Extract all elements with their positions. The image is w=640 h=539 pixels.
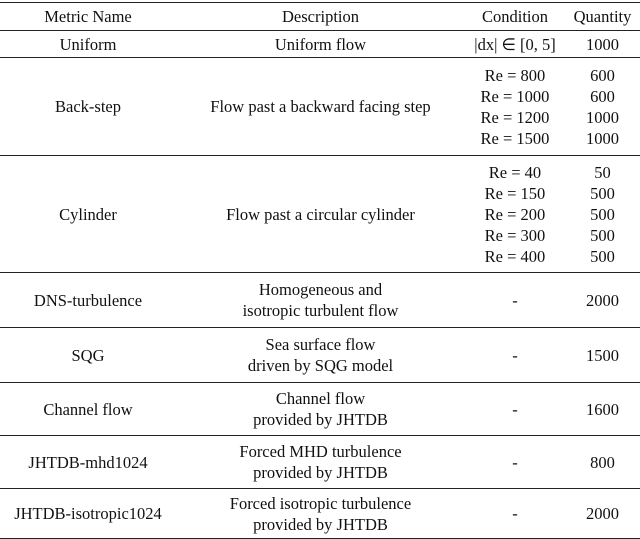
table-row xyxy=(0,31,640,58)
description-cell xyxy=(176,489,465,539)
condition-cell-line: Re = 300 xyxy=(484,225,546,245)
description-cell-line: Uniform flow xyxy=(274,34,367,54)
description-cell-line: Sea surface flow xyxy=(265,335,376,354)
description-cell xyxy=(176,156,465,273)
description-cell-line: Forced MHD turbulence xyxy=(239,442,402,461)
description-cell-line: Flow past a circular cylinder xyxy=(226,204,415,224)
condition-cell-line: Re = 200 xyxy=(484,204,546,224)
quantity-cell-line: 1500 xyxy=(586,345,619,365)
description-cell-line: Homogeneous and xyxy=(258,280,383,299)
condition-cell-line: Re = 1200 xyxy=(480,107,550,127)
quantity-cell xyxy=(565,273,640,328)
description-cell-line: provided by JHTDB xyxy=(253,463,388,482)
quantity-cell-line: 500 xyxy=(590,225,615,245)
condition-cell xyxy=(465,156,565,273)
condition-cell xyxy=(465,58,565,156)
quantity-cell-line: 1600 xyxy=(586,399,619,419)
condition-cell-line: Re = 400 xyxy=(484,246,546,266)
metric-name-cell: DNS-turbulence xyxy=(0,273,176,328)
metric-name-cell: Channel flow xyxy=(0,383,176,436)
quantity-cell-line: 500 xyxy=(590,204,615,224)
description-cell xyxy=(176,31,465,58)
table-body xyxy=(0,31,640,539)
metric-name-cell: Back-step xyxy=(0,58,176,156)
description-cell-line: Forced isotropic turbulence xyxy=(229,493,412,513)
description-cell-line: isotropic turbulent flow xyxy=(242,301,399,320)
quantity-cell-line: 1000 xyxy=(586,34,619,54)
quantity-cell-line: 600 xyxy=(590,65,615,85)
quantity-cell xyxy=(565,489,640,539)
header-description: Description xyxy=(176,3,465,31)
header-condition: Condition xyxy=(465,3,565,31)
quantity-cell xyxy=(565,383,640,436)
condition-cell xyxy=(465,31,565,58)
table-row xyxy=(0,383,640,436)
condition-cell xyxy=(465,436,565,489)
condition-cell-line: - xyxy=(512,345,518,365)
metric-name-cell: Cylinder xyxy=(0,156,176,273)
description-cell-line: provided by JHTDB xyxy=(253,514,388,534)
description-cell xyxy=(176,58,465,156)
metric-name-cell: SQG xyxy=(0,328,176,383)
description-cell-line: Flow past a backward facing step xyxy=(210,97,431,116)
condition-cell-line: Re = 800 xyxy=(484,65,546,85)
condition-cell-line: - xyxy=(512,399,518,419)
table-row xyxy=(0,58,640,156)
condition-cell-line: |dx| ∈ [0, 5] xyxy=(474,34,556,54)
quantity-cell-line: 50 xyxy=(594,162,611,182)
quantity-cell-line: 1000 xyxy=(586,107,619,127)
condition-cell xyxy=(465,273,565,328)
metric-name-cell: JHTDB-isotropic1024 xyxy=(0,489,176,539)
condition-cell-line: Re = 1000 xyxy=(480,86,550,106)
table-row xyxy=(0,328,640,383)
condition-cell-line: Re = 40 xyxy=(488,162,542,182)
condition-cell xyxy=(465,383,565,436)
header-row xyxy=(0,3,640,31)
description-cell xyxy=(176,328,465,383)
quantity-cell-line: 500 xyxy=(590,246,615,266)
description-cell xyxy=(176,273,465,328)
quantity-cell xyxy=(565,156,640,273)
quantity-cell-line: 2000 xyxy=(586,504,619,523)
description-cell xyxy=(176,436,465,489)
header-metric-name: Metric Name xyxy=(0,3,176,31)
condition-cell-line: Re = 1500 xyxy=(480,128,550,148)
condition-cell-line: Re = 150 xyxy=(484,183,546,203)
quantity-cell-line: 600 xyxy=(590,86,615,106)
condition-cell-line: - xyxy=(512,290,518,310)
table-row xyxy=(0,436,640,489)
quantity-cell-line: 1000 xyxy=(586,128,619,148)
description-cell-line: Channel flow xyxy=(275,389,366,408)
header-quantity: Quantity xyxy=(565,3,640,31)
metric-name-cell: Uniform xyxy=(0,31,176,58)
table-row xyxy=(0,273,640,328)
dataset-table xyxy=(0,2,640,539)
quantity-cell-line: 2000 xyxy=(586,290,619,310)
quantity-cell xyxy=(565,328,640,383)
condition-cell-line: - xyxy=(512,452,518,472)
table-row xyxy=(0,156,640,273)
description-cell-line: driven by SQG model xyxy=(247,356,394,375)
table-row xyxy=(0,489,640,539)
condition-cell xyxy=(465,489,565,539)
condition-cell xyxy=(465,328,565,383)
quantity-cell xyxy=(565,436,640,489)
metric-name-cell: JHTDB-mhd1024 xyxy=(0,436,176,489)
quantity-cell xyxy=(565,58,640,156)
description-cell xyxy=(176,383,465,436)
quantity-cell-line: 500 xyxy=(590,183,615,203)
condition-cell-line: - xyxy=(512,504,518,523)
quantity-cell-line: 800 xyxy=(590,452,615,472)
quantity-cell xyxy=(565,31,640,58)
description-cell-line: provided by JHTDB xyxy=(253,410,388,429)
